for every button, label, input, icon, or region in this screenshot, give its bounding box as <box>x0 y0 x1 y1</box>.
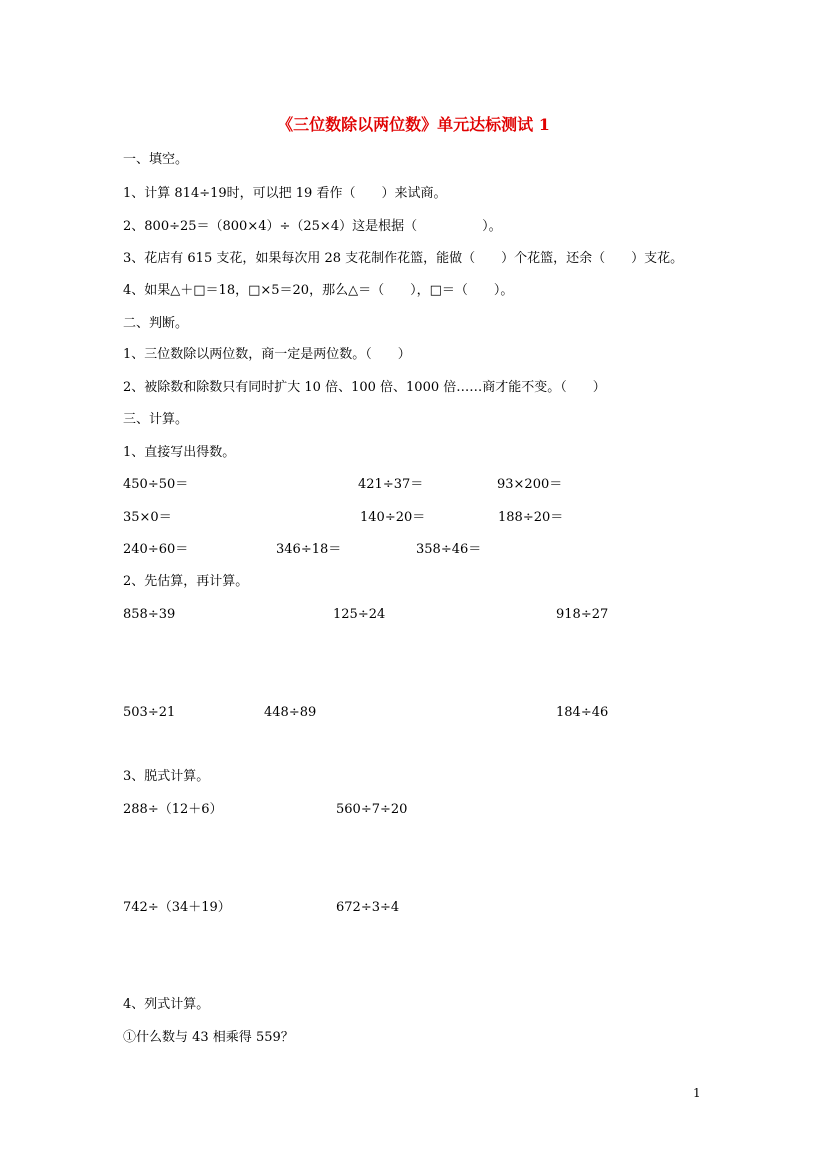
detached-item: 672÷3÷4 <box>336 900 400 915</box>
estimate-item: 448÷89 <box>264 705 317 720</box>
direct-calc-item: 35×0＝ <box>123 510 172 525</box>
detached-heading: 3、脱式计算。 <box>123 769 210 784</box>
detached-item: 742÷（34＋19） <box>123 900 231 915</box>
detached-item: 560÷7÷20 <box>336 802 408 817</box>
fill-question-1: 1、计算 814÷19时，可以把 19 看作（ ）来试商。 <box>123 186 447 201</box>
page-title: 《三位数除以两位数》单元达标测试 1 <box>277 115 550 134</box>
page-number: 1 <box>693 1086 701 1100</box>
judge-question-1: 1、三位数除以两位数，商一定是两位数。（ ） <box>123 347 411 362</box>
formula-question-1: ①什么数与 43 相乘得 559？ <box>123 1030 294 1045</box>
direct-calc-heading: 1、直接写出得数。 <box>123 445 236 460</box>
estimate-item: 503÷21 <box>123 705 176 720</box>
fill-question-3: 3、花店有 615 支花，如果每次用 28 支花制作花篮，能做（ ）个花篮，还余（ ）支花。 <box>123 251 684 266</box>
detached-item: 288÷（12＋6） <box>123 802 223 817</box>
fill-question-2: 2、800÷25＝（800×4）÷（25×4）这是根据（ ）。 <box>123 219 502 234</box>
section-calc-heading: 三、计算。 <box>123 412 189 427</box>
direct-calc-item: 346÷18＝ <box>276 542 342 557</box>
formula-heading: 4、列式计算。 <box>123 997 210 1012</box>
estimate-item: 125÷24 <box>333 607 386 622</box>
estimate-item: 858÷39 <box>123 607 176 622</box>
direct-calc-item: 140÷20＝ <box>360 510 426 525</box>
direct-calc-item: 93×200＝ <box>497 477 563 492</box>
fill-question-4: 4、如果△＋□＝18，□×5＝20，那么△＝（ ），□＝（ ）。 <box>123 283 514 298</box>
direct-calc-item: 450÷50＝ <box>123 477 189 492</box>
judge-question-2: 2、被除数和除数只有同时扩大 10 倍、100 倍、1000 倍……商才能不变。（ ） <box>123 380 606 395</box>
direct-calc-item: 188÷20＝ <box>498 510 564 525</box>
direct-calc-item: 358÷46＝ <box>416 542 482 557</box>
direct-calc-item: 421÷37＝ <box>358 477 424 492</box>
estimate-heading: 2、先估算，再计算。 <box>123 574 249 589</box>
estimate-item: 184÷46 <box>556 705 609 720</box>
direct-calc-item: 240÷60＝ <box>123 542 189 557</box>
section-fill-heading: 一、填空。 <box>123 152 189 167</box>
section-judge-heading: 二、判断。 <box>123 316 189 331</box>
estimate-item: 918÷27 <box>556 607 609 622</box>
